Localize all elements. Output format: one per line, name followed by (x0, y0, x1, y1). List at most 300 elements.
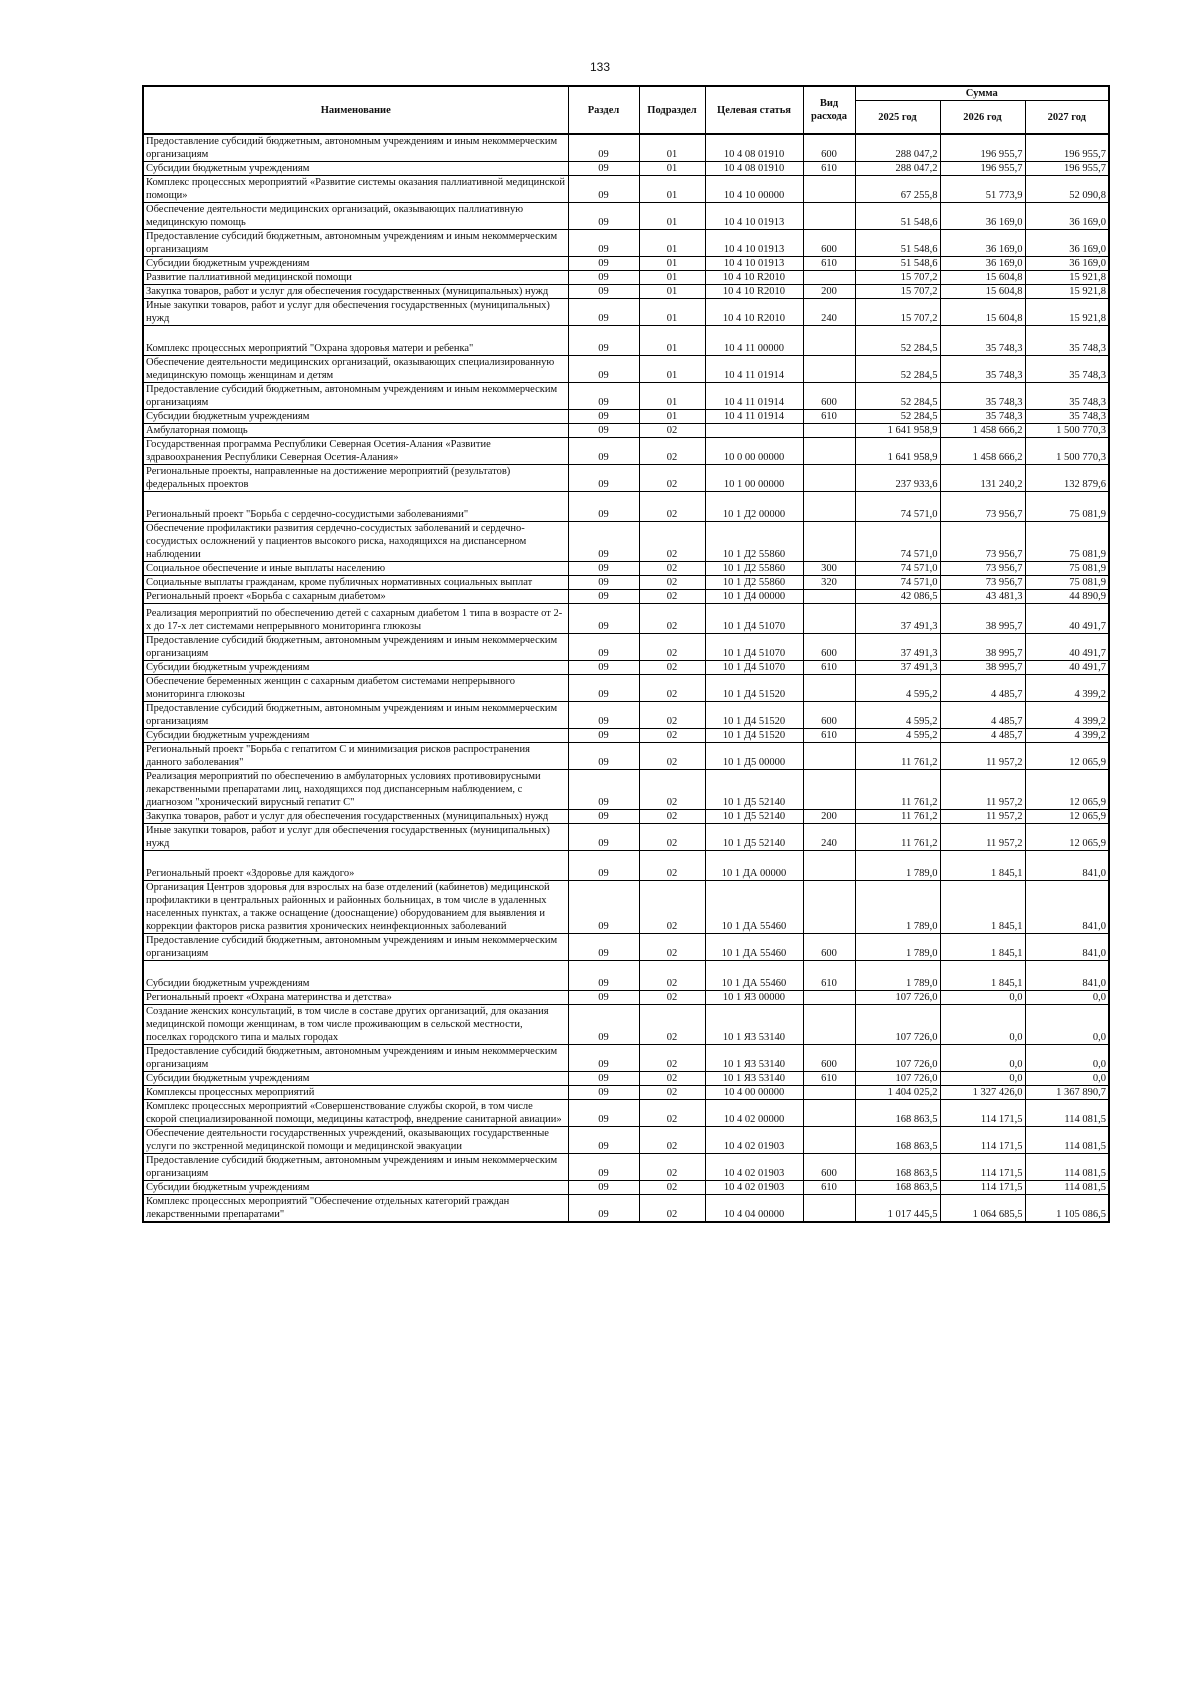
table-row (143, 1154, 1109, 1181)
row-podrazdel: 02 (639, 1072, 705, 1086)
row-celevaya: 10 1 Д2 55860 (705, 562, 803, 576)
row-razdel: 09 (568, 661, 639, 675)
row-vid: 600 (803, 934, 855, 961)
row-razdel: 09 (568, 1086, 639, 1100)
row-razdel: 09 (568, 770, 639, 810)
table-row (143, 492, 1109, 522)
row-vid (803, 1086, 855, 1100)
row-razdel: 09 (568, 285, 639, 299)
row-razdel: 09 (568, 1127, 639, 1154)
row-celevaya: 10 4 02 00000 (705, 1100, 803, 1127)
row-razdel: 09 (568, 383, 639, 410)
row-podrazdel: 02 (639, 634, 705, 661)
row-vid: 610 (803, 961, 855, 991)
row-name: Закупка товаров, работ и услуг для обеспечения государственных (муниципальных) нужд (143, 285, 568, 299)
row-razdel: 09 (568, 1154, 639, 1181)
row-sum-2026: 38 995,7 (940, 661, 1025, 675)
row-vid: 600 (803, 634, 855, 661)
row-sum-2026: 1 845,1 (940, 961, 1025, 991)
row-sum-2026: 1 064 685,5 (940, 1195, 1025, 1223)
row-razdel: 09 (568, 257, 639, 271)
row-sum-2027: 35 748,3 (1025, 326, 1109, 356)
row-celevaya: 10 4 11 01914 (705, 383, 803, 410)
row-razdel: 09 (568, 702, 639, 729)
table-row (143, 465, 1109, 492)
row-sum-2026: 11 957,2 (940, 743, 1025, 770)
row-sum-2027: 12 065,9 (1025, 743, 1109, 770)
row-sum-2027: 35 748,3 (1025, 356, 1109, 383)
row-razdel: 09 (568, 326, 639, 356)
row-razdel: 09 (568, 991, 639, 1005)
row-sum-2027: 114 081,5 (1025, 1100, 1109, 1127)
row-sum-2026: 114 171,5 (940, 1100, 1025, 1127)
row-podrazdel: 01 (639, 134, 705, 162)
row-sum-2027: 35 748,3 (1025, 383, 1109, 410)
row-sum-2026: 11 957,2 (940, 810, 1025, 824)
row-podrazdel: 01 (639, 326, 705, 356)
table-row (143, 326, 1109, 356)
row-sum-2027: 36 169,0 (1025, 230, 1109, 257)
table-row (143, 743, 1109, 770)
row-sum-2026: 114 171,5 (940, 1154, 1025, 1181)
row-sum-2027: 75 081,9 (1025, 522, 1109, 562)
row-sum-2026: 0,0 (940, 1005, 1025, 1045)
row-sum-2026: 1 458 666,2 (940, 438, 1025, 465)
row-sum-2026: 36 169,0 (940, 230, 1025, 257)
row-podrazdel: 02 (639, 590, 705, 604)
row-sum-2025: 74 571,0 (855, 522, 940, 562)
row-sum-2026: 35 748,3 (940, 356, 1025, 383)
row-razdel: 09 (568, 961, 639, 991)
row-razdel: 09 (568, 438, 639, 465)
row-sum-2025: 15 707,2 (855, 285, 940, 299)
row-sum-2027: 841,0 (1025, 851, 1109, 881)
row-sum-2025: 4 595,2 (855, 702, 940, 729)
row-sum-2025: 1 789,0 (855, 934, 940, 961)
row-sum-2026: 1 327 426,0 (940, 1086, 1025, 1100)
row-sum-2026: 131 240,2 (940, 465, 1025, 492)
row-vid: 600 (803, 1045, 855, 1072)
row-sum-2026: 114 171,5 (940, 1181, 1025, 1195)
row-podrazdel: 01 (639, 285, 705, 299)
row-name: Предоставление субсидий бюджетным, автономным учреждениям и иным некоммерческим организациям (143, 134, 568, 162)
row-sum-2026: 1 845,1 (940, 934, 1025, 961)
row-sum-2027: 841,0 (1025, 881, 1109, 934)
row-razdel: 09 (568, 271, 639, 285)
row-podrazdel: 02 (639, 465, 705, 492)
row-name: Субсидии бюджетным учреждениям (143, 1181, 568, 1195)
row-sum-2026: 38 995,7 (940, 634, 1025, 661)
row-razdel: 09 (568, 299, 639, 326)
row-sum-2025: 11 761,2 (855, 810, 940, 824)
row-sum-2026: 73 956,7 (940, 562, 1025, 576)
row-celevaya: 10 4 10 00000 (705, 176, 803, 203)
table-row (143, 230, 1109, 257)
row-podrazdel: 01 (639, 383, 705, 410)
row-sum-2027: 4 399,2 (1025, 702, 1109, 729)
row-razdel: 09 (568, 675, 639, 702)
row-sum-2026: 73 956,7 (940, 522, 1025, 562)
row-vid: 600 (803, 230, 855, 257)
row-sum-2025: 107 726,0 (855, 1072, 940, 1086)
row-razdel: 09 (568, 162, 639, 176)
row-sum-2026: 35 748,3 (940, 326, 1025, 356)
row-vid: 600 (803, 134, 855, 162)
row-name: Государственная программа Республики Северная Осетия-Алания «Развитие здравоохранения Республики Северная Осетия-Алания» (143, 438, 568, 465)
row-razdel: 09 (568, 934, 639, 961)
row-name: Закупка товаров, работ и услуг для обеспечения государственных (муниципальных) нужд (143, 810, 568, 824)
row-sum-2026: 15 604,8 (940, 285, 1025, 299)
row-vid (803, 1100, 855, 1127)
row-name: Субсидии бюджетным учреждениям (143, 729, 568, 743)
table-body (143, 134, 1109, 1222)
row-sum-2025: 51 548,6 (855, 257, 940, 271)
row-sum-2027: 196 955,7 (1025, 162, 1109, 176)
row-razdel: 09 (568, 729, 639, 743)
row-sum-2025: 11 761,2 (855, 824, 940, 851)
row-sum-2027: 75 081,9 (1025, 562, 1109, 576)
row-name: Развитие паллиативной медицинской помощи (143, 271, 568, 285)
row-name: Создание женских консультаций, в том числе в составе других организаций, для оказания медицинской помощи женщинам, в том числе проживающим в сельской местности, поселках городского типа и малых городах (143, 1005, 568, 1045)
row-celevaya: 10 4 04 00000 (705, 1195, 803, 1223)
row-podrazdel: 01 (639, 162, 705, 176)
row-sum-2025: 1 017 445,5 (855, 1195, 940, 1223)
table-row (143, 522, 1109, 562)
row-podrazdel: 02 (639, 1127, 705, 1154)
row-vid: 610 (803, 661, 855, 675)
row-podrazdel: 02 (639, 522, 705, 562)
row-podrazdel: 02 (639, 424, 705, 438)
table-row (143, 299, 1109, 326)
row-podrazdel: 02 (639, 1005, 705, 1045)
row-sum-2027: 12 065,9 (1025, 770, 1109, 810)
row-name: Обеспечение деятельности медицинских организаций, оказывающих специализированную медицинскую помощь женщинам и детям (143, 356, 568, 383)
row-vid: 240 (803, 299, 855, 326)
table-row (143, 590, 1109, 604)
row-celevaya: 10 1 Д5 52140 (705, 824, 803, 851)
row-sum-2025: 1 789,0 (855, 851, 940, 881)
table-row (143, 881, 1109, 934)
row-vid: 200 (803, 810, 855, 824)
row-name: Обеспечение беременных женщин с сахарным диабетом системами непрерывного мониторинга глюкозы (143, 675, 568, 702)
row-sum-2025: 1 641 958,9 (855, 424, 940, 438)
row-podrazdel: 01 (639, 230, 705, 257)
table-row (143, 257, 1109, 271)
row-sum-2025: 37 491,3 (855, 661, 940, 675)
row-name: Обеспечение деятельности медицинских организаций, оказывающих паллиативную медицинскую помощь (143, 203, 568, 230)
table-row (143, 1195, 1109, 1223)
row-sum-2025: 15 707,2 (855, 299, 940, 326)
row-podrazdel: 02 (639, 851, 705, 881)
row-sum-2026: 15 604,8 (940, 299, 1025, 326)
row-sum-2027: 75 081,9 (1025, 576, 1109, 590)
row-sum-2025: 237 933,6 (855, 465, 940, 492)
row-vid (803, 356, 855, 383)
row-sum-2026: 73 956,7 (940, 492, 1025, 522)
row-vid (803, 492, 855, 522)
header-vid: Вид расхода (803, 86, 855, 134)
row-sum-2027: 114 081,5 (1025, 1181, 1109, 1195)
row-vid (803, 1005, 855, 1045)
row-vid: 610 (803, 1072, 855, 1086)
row-celevaya: 10 1 Д2 55860 (705, 576, 803, 590)
row-sum-2026: 35 748,3 (940, 383, 1025, 410)
row-sum-2027: 841,0 (1025, 934, 1109, 961)
row-podrazdel: 02 (639, 604, 705, 634)
row-sum-2026: 0,0 (940, 991, 1025, 1005)
row-celevaya: 10 4 10 01913 (705, 230, 803, 257)
row-sum-2027: 40 491,7 (1025, 604, 1109, 634)
row-razdel: 09 (568, 634, 639, 661)
row-razdel: 09 (568, 743, 639, 770)
row-name: Социальное обеспечение и иные выплаты населению (143, 562, 568, 576)
row-name: Обеспечение профилактики развития сердечно-сосудистых заболеваний и сердечно-сосудистых осложнений у пациентов высокого риска, находящихся на диспансерном наблюдении (143, 522, 568, 562)
row-podrazdel: 02 (639, 1100, 705, 1127)
row-razdel: 09 (568, 1100, 639, 1127)
row-vid: 200 (803, 285, 855, 299)
row-name: Предоставление субсидий бюджетным, автономным учреждениям и иным некоммерческим организациям (143, 383, 568, 410)
row-name: Комплекс процессных мероприятий "Охрана здоровья матери и ребенка" (143, 326, 568, 356)
row-podrazdel: 01 (639, 299, 705, 326)
row-name: Предоставление субсидий бюджетным, автономным учреждениям и иным некоммерческим организациям (143, 230, 568, 257)
row-podrazdel: 02 (639, 991, 705, 1005)
row-celevaya: 10 1 ДА 00000 (705, 851, 803, 881)
row-sum-2027: 114 081,5 (1025, 1154, 1109, 1181)
row-sum-2027: 4 399,2 (1025, 729, 1109, 743)
row-name: Региональный проект "Борьба с гепатитом С и минимизация рисков распространения данного заболевания" (143, 743, 568, 770)
row-celevaya: 10 4 11 01914 (705, 410, 803, 424)
header-2027: 2027 год (1025, 101, 1109, 135)
row-podrazdel: 01 (639, 176, 705, 203)
row-razdel: 09 (568, 562, 639, 576)
table-row (143, 961, 1109, 991)
row-razdel: 09 (568, 424, 639, 438)
row-vid (803, 604, 855, 634)
row-sum-2026: 1 458 666,2 (940, 424, 1025, 438)
row-podrazdel: 02 (639, 661, 705, 675)
row-vid (803, 1195, 855, 1223)
row-celevaya: 10 1 ДА 55460 (705, 961, 803, 991)
row-sum-2026: 4 485,7 (940, 675, 1025, 702)
row-razdel: 09 (568, 492, 639, 522)
row-celevaya: 10 1 Я3 53140 (705, 1005, 803, 1045)
table-row (143, 675, 1109, 702)
row-sum-2025: 11 761,2 (855, 743, 940, 770)
row-sum-2026: 196 955,7 (940, 162, 1025, 176)
table-row (143, 661, 1109, 675)
row-vid: 600 (803, 1154, 855, 1181)
row-celevaya: 10 1 Д4 51520 (705, 702, 803, 729)
row-celevaya: 10 1 ДА 55460 (705, 881, 803, 934)
row-vid: 610 (803, 729, 855, 743)
row-sum-2025: 15 707,2 (855, 271, 940, 285)
row-sum-2027: 36 169,0 (1025, 257, 1109, 271)
table-row (143, 424, 1109, 438)
row-name: Региональные проекты, направленные на достижение мероприятий (результатов) федеральных проектов (143, 465, 568, 492)
row-name: Предоставление субсидий бюджетным, автономным учреждениям и иным некоммерческим организациям (143, 634, 568, 661)
table-header (143, 86, 1109, 134)
row-sum-2026: 1 845,1 (940, 851, 1025, 881)
row-sum-2025: 42 086,5 (855, 590, 940, 604)
row-sum-2026: 43 481,3 (940, 590, 1025, 604)
row-sum-2026: 15 604,8 (940, 271, 1025, 285)
row-sum-2027: 15 921,8 (1025, 271, 1109, 285)
row-sum-2027: 75 081,9 (1025, 492, 1109, 522)
table-row (143, 810, 1109, 824)
row-name: Иные закупки товаров, работ и услуг для обеспечения государственных (муниципальных) нужд (143, 824, 568, 851)
header-name: Наименование (143, 86, 568, 134)
row-vid: 320 (803, 576, 855, 590)
table-row (143, 934, 1109, 961)
row-razdel: 09 (568, 522, 639, 562)
header-summa: Сумма (855, 86, 1109, 101)
header-2026: 2026 год (940, 101, 1025, 135)
row-name: Региональный проект "Борьба с сердечно-сосудистыми заболеваниями" (143, 492, 568, 522)
table-row (143, 562, 1109, 576)
row-vid: 610 (803, 1181, 855, 1195)
row-celevaya: 10 1 Я3 00000 (705, 991, 803, 1005)
row-name: Организация Центров здоровья для взрослых на базе отделений (кабинетов) медицинской профилактики в центральных районных и районных больницах, в том числе в удаленных населенных пунктах, а также оснащение (дооснащение) оборудованием для выявления и коррекции факторов риска развития хронических неинфекционных заболеваний (143, 881, 568, 934)
row-celevaya: 10 4 08 01910 (705, 162, 803, 176)
table-row (143, 162, 1109, 176)
row-celevaya: 10 4 10 R2010 (705, 271, 803, 285)
row-vid: 600 (803, 383, 855, 410)
row-vid (803, 991, 855, 1005)
row-celevaya: 10 1 ДА 55460 (705, 934, 803, 961)
row-sum-2027: 52 090,8 (1025, 176, 1109, 203)
row-sum-2026: 36 169,0 (940, 203, 1025, 230)
row-sum-2026: 51 773,9 (940, 176, 1025, 203)
row-name: Субсидии бюджетным учреждениям (143, 961, 568, 991)
row-razdel: 09 (568, 465, 639, 492)
row-sum-2025: 168 863,5 (855, 1127, 940, 1154)
row-podrazdel: 02 (639, 824, 705, 851)
row-sum-2027: 35 748,3 (1025, 410, 1109, 424)
row-podrazdel: 02 (639, 810, 705, 824)
row-sum-2027: 114 081,5 (1025, 1127, 1109, 1154)
page-number: 133 (589, 60, 611, 74)
header-2025: 2025 год (855, 101, 940, 135)
row-name: Предоставление субсидий бюджетным, автономным учреждениям и иным некоммерческим организациям (143, 1045, 568, 1072)
row-celevaya: 10 1 Я3 53140 (705, 1072, 803, 1086)
row-sum-2025: 288 047,2 (855, 162, 940, 176)
row-razdel: 09 (568, 230, 639, 257)
row-vid (803, 770, 855, 810)
row-podrazdel: 02 (639, 961, 705, 991)
header-podrazdel: Подраздел (639, 86, 705, 134)
row-sum-2027: 0,0 (1025, 1005, 1109, 1045)
row-name: Региональный проект «Охрана материнства и детства» (143, 991, 568, 1005)
row-sum-2027: 0,0 (1025, 1045, 1109, 1072)
row-celevaya: 10 1 Д5 52140 (705, 810, 803, 824)
row-sum-2027: 15 921,8 (1025, 285, 1109, 299)
row-sum-2025: 4 595,2 (855, 729, 940, 743)
row-podrazdel: 02 (639, 1195, 705, 1223)
row-sum-2025: 74 571,0 (855, 492, 940, 522)
row-celevaya: 10 4 10 R2010 (705, 285, 803, 299)
row-celevaya: 10 4 10 R2010 (705, 299, 803, 326)
row-vid: 240 (803, 824, 855, 851)
row-celevaya: 10 1 Д4 51070 (705, 634, 803, 661)
table-row (143, 203, 1109, 230)
row-vid (803, 590, 855, 604)
table-row (143, 438, 1109, 465)
row-podrazdel: 02 (639, 492, 705, 522)
row-sum-2025: 51 548,6 (855, 203, 940, 230)
row-sum-2025: 52 284,5 (855, 326, 940, 356)
row-vid (803, 203, 855, 230)
row-sum-2025: 1 641 958,9 (855, 438, 940, 465)
row-sum-2027: 841,0 (1025, 961, 1109, 991)
row-vid: 610 (803, 162, 855, 176)
row-name: Субсидии бюджетным учреждениям (143, 661, 568, 675)
row-sum-2027: 12 065,9 (1025, 824, 1109, 851)
row-name: Комплекс процессных мероприятий «Совершенствование службы скорой, в том числе скорой специализированной помощи, медицины катастроф, внедрение санитарной авиации» (143, 1100, 568, 1127)
row-celevaya: 10 1 Я3 53140 (705, 1045, 803, 1072)
row-podrazdel: 02 (639, 675, 705, 702)
row-sum-2025: 288 047,2 (855, 134, 940, 162)
row-celevaya: 10 1 Д4 51070 (705, 661, 803, 675)
table-row (143, 271, 1109, 285)
row-celevaya: 10 1 Д4 51520 (705, 675, 803, 702)
row-sum-2025: 107 726,0 (855, 1005, 940, 1045)
row-vid (803, 176, 855, 203)
row-name: Предоставление субсидий бюджетным, автономным учреждениям и иным некоммерческим организациям (143, 1154, 568, 1181)
table-row (143, 991, 1109, 1005)
row-vid (803, 438, 855, 465)
row-podrazdel: 02 (639, 1154, 705, 1181)
row-celevaya: 10 4 02 01903 (705, 1154, 803, 1181)
row-sum-2026: 4 485,7 (940, 702, 1025, 729)
row-sum-2025: 74 571,0 (855, 562, 940, 576)
row-podrazdel: 01 (639, 271, 705, 285)
row-sum-2027: 12 065,9 (1025, 810, 1109, 824)
row-vid: 300 (803, 562, 855, 576)
row-name: Реализация мероприятий по обеспечению в амбулаторных условиях противовирусными лекарственными препаратами лиц, находящихся под диспансерным наблюдением, с диагнозом "хронический вирусный гепатит С" (143, 770, 568, 810)
row-sum-2026: 73 956,7 (940, 576, 1025, 590)
row-razdel: 09 (568, 1005, 639, 1045)
budget-table (142, 85, 1110, 1223)
header-celevaya: Целевая статья (705, 86, 803, 134)
table-row (143, 1127, 1109, 1154)
row-sum-2025: 52 284,5 (855, 383, 940, 410)
row-vid (803, 522, 855, 562)
row-name: Реализация мероприятий по обеспечению детей с сахарным диабетом 1 типа в возрасте от 2-х до 17-х лет системами непрерывного мониторинга глюкозы (143, 604, 568, 634)
row-name: Предоставление субсидий бюджетным, автономным учреждениям и иным некоммерческим организациям (143, 934, 568, 961)
table-row (143, 1181, 1109, 1195)
row-sum-2027: 36 169,0 (1025, 203, 1109, 230)
row-vid (803, 424, 855, 438)
row-name: Субсидии бюджетным учреждениям (143, 410, 568, 424)
row-podrazdel: 02 (639, 881, 705, 934)
row-sum-2025: 4 595,2 (855, 675, 940, 702)
row-sum-2027: 1 367 890,7 (1025, 1086, 1109, 1100)
row-sum-2027: 1 500 770,3 (1025, 438, 1109, 465)
table-row (143, 824, 1109, 851)
row-sum-2025: 168 863,5 (855, 1100, 940, 1127)
row-name: Комплекс процессных мероприятий "Обеспечение отдельных категорий граждан лекарственными препаратами" (143, 1195, 568, 1223)
row-razdel: 09 (568, 134, 639, 162)
table-row (143, 634, 1109, 661)
row-celevaya: 10 1 Д5 00000 (705, 743, 803, 770)
row-podrazdel: 02 (639, 438, 705, 465)
row-sum-2026: 0,0 (940, 1072, 1025, 1086)
row-celevaya: 10 4 02 01903 (705, 1127, 803, 1154)
row-podrazdel: 02 (639, 770, 705, 810)
row-sum-2027: 1 105 086,5 (1025, 1195, 1109, 1223)
row-razdel: 09 (568, 851, 639, 881)
table-row (143, 285, 1109, 299)
